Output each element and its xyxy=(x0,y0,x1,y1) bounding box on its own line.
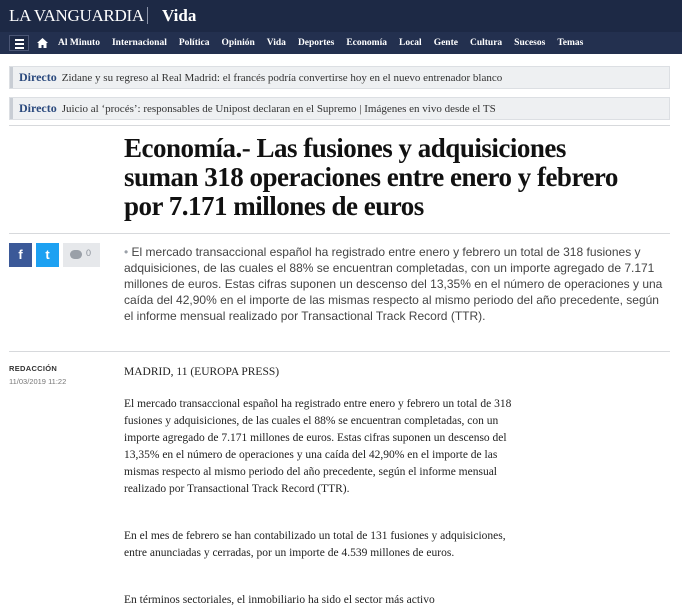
summary-bullet: • xyxy=(124,245,129,259)
article-date: 11/03/2019 11:22 xyxy=(9,377,67,386)
live-label: Directo xyxy=(19,101,57,115)
nav-item-cultura[interactable]: Cultura xyxy=(469,38,503,48)
live-link[interactable]: Zidane y su regreso al Real Madrid: el francés podría convertirse hoy en el nuevo entrenador blanco xyxy=(61,71,503,84)
comments-button[interactable] xyxy=(63,243,100,267)
home-icon[interactable] xyxy=(34,35,51,51)
live-banner[interactable] xyxy=(9,66,670,89)
nav-item-temas[interactable]: Temas xyxy=(557,38,584,48)
nav-item-al-minuto[interactable]: Al Minuto xyxy=(58,38,100,48)
article-summary xyxy=(124,244,664,324)
article-author[interactable]: REDACCIÓN xyxy=(9,364,58,373)
divider xyxy=(9,351,670,352)
twitter-icon: t xyxy=(45,247,50,262)
facebook-share-button[interactable] xyxy=(9,243,32,267)
nav-item-deportes[interactable]: Deportes xyxy=(297,38,335,48)
divider xyxy=(9,125,670,126)
brand-bar xyxy=(0,0,682,32)
twitter-share-button[interactable] xyxy=(36,243,59,267)
divider xyxy=(9,233,670,234)
nav-item-opinion[interactable]: Opinión xyxy=(221,38,255,48)
nav-item-politica[interactable]: Política xyxy=(178,38,210,48)
site-logo[interactable]: LA VANGUARDIA xyxy=(9,6,144,25)
article-dateline: MADRID, 11 (EUROPA PRESS) xyxy=(124,366,280,378)
facebook-icon: f xyxy=(18,247,23,262)
article-paragraph: En términos sectoriales, el inmobiliario ha sido el sector más activo xyxy=(124,594,435,606)
comments-count: 0 xyxy=(86,248,92,258)
nav-item-local[interactable]: Local xyxy=(398,38,422,48)
article-paragraph: El mercado transaccional español ha registrado entre enero y febrero un total de 318 fusiones y adquisiciones, de las cuales el 88% se encuentran completadas, con un importe agregado de 7.171 millones de euros. Estas cifras suponen un descenso del 13,35% en el número de operaciones y una caída del 42,90% en el importe de las mismas respecto al mismo periodo del año precedente, según el informe mensual realizado por Transactional Track Record (TTR). xyxy=(124,398,512,495)
nav-item-sucesos[interactable]: Sucesos xyxy=(514,38,546,48)
section-title[interactable]: Vida xyxy=(162,6,197,25)
comment-icon xyxy=(70,250,82,259)
nav-item-internacional[interactable]: Internacional xyxy=(111,38,167,48)
main-nav xyxy=(0,32,682,54)
live-banner-accent xyxy=(10,67,13,88)
live-banner-accent xyxy=(10,98,13,119)
summary-text: El mercado transaccional español ha registrado entre enero y febrero un total de 318 fusiones y adquisiciones, de las cuales el 88% se encuentran completadas, con un importe agregado de 7.171 millones de euros. Estas cifras suponen un descenso del 13,35% en el número de operaciones y una caída del 42,90% en el importe de las mismas respecto al mismo periodo del año precedente, según el informe mensual realizado por Transactional Track Record (TTR). xyxy=(124,245,663,323)
hamburger-icon[interactable] xyxy=(9,35,29,51)
live-label: Directo xyxy=(19,70,57,84)
article-headline: Economía.- Las fusiones y adquisiciones suman 318 operaciones entre enero y febrero por 7.171 millones de euros xyxy=(124,133,618,221)
nav-items xyxy=(58,32,595,54)
live-link[interactable]: Juicio al ‘procés’: responsables de Unipost declaran en el Supremo | Imágenes en vivo desde el TS xyxy=(61,102,496,115)
article-paragraph: En el mes de febrero se han contabilizado un total de 131 fusiones y adquisiciones, entre anunciadas y cerradas, por un importe de 4.539 millones de euros. xyxy=(124,530,506,559)
nav-item-economia[interactable]: Economía xyxy=(346,38,387,48)
live-banner[interactable] xyxy=(9,97,670,120)
nav-item-gente[interactable]: Gente xyxy=(433,38,458,48)
nav-item-vida[interactable]: Vida xyxy=(266,38,286,48)
brand-separator xyxy=(147,7,148,24)
